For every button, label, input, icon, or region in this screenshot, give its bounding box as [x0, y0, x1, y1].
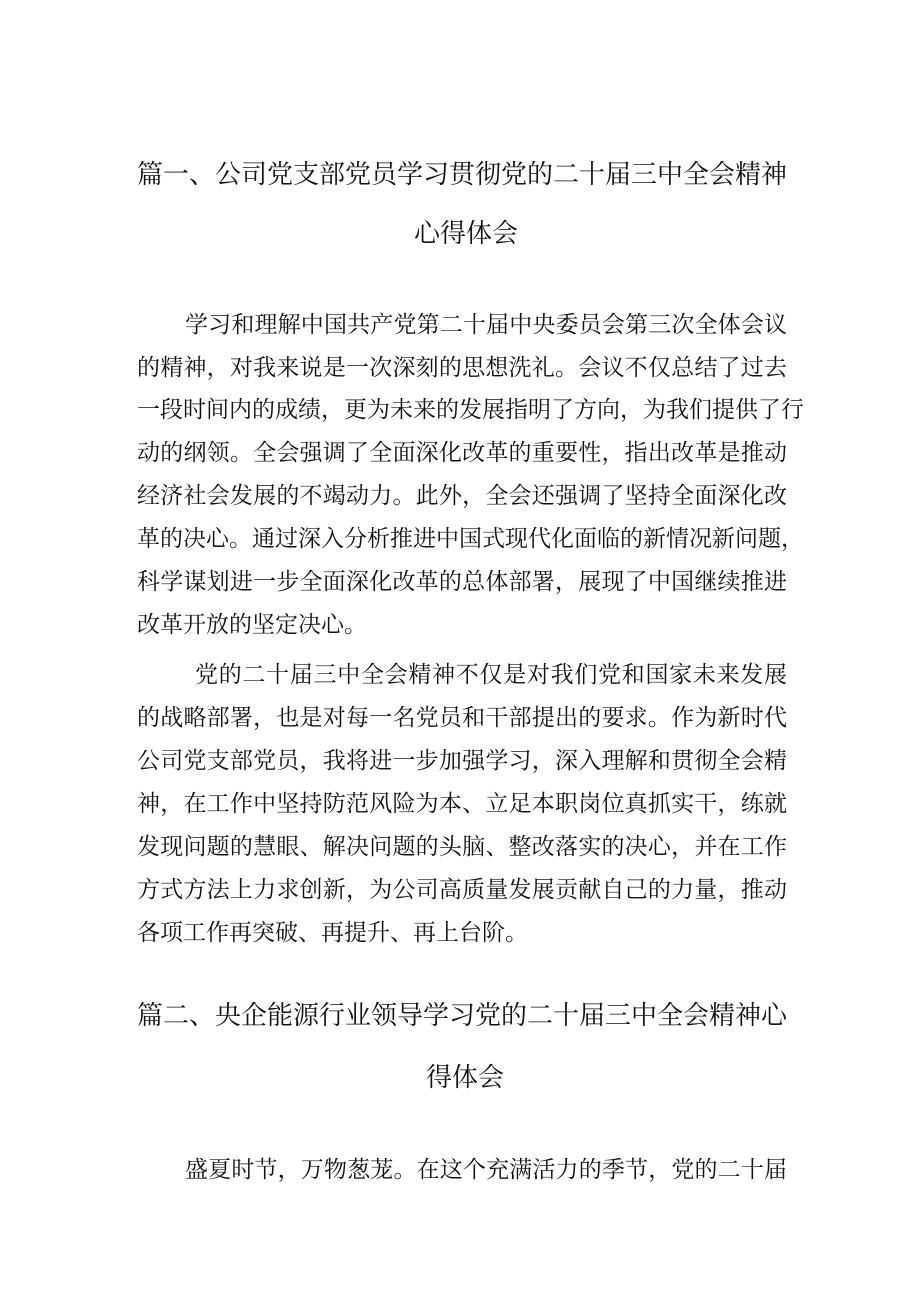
s1-p1-line: 的精神，对我来说是一次深刻的思想洗礼。会议不仅总结了过去 [137, 355, 787, 381]
s1-p1-line: 学习和理解中国共产党第二十届中央委员会第三次全体会议 [185, 312, 787, 338]
s1-p2-line: 发现问题的慧眼、解决问题的头脑、整改落实的决心，并在工作 [137, 834, 787, 860]
s1-p2-line: 党的二十届三中全会精神不仅是对我们党和国家未来发展 [195, 662, 787, 688]
s1-p1-line: 动的纲领。全会强调了全面深化改革的重要性，指出改革是推动 [137, 440, 787, 466]
s1-p1-line: 经济社会发展的不竭动力。此外，全会还强调了坚持全面深化改 [137, 483, 787, 509]
s1-p2-line: 各项工作再突破、再提升、再上台阶。 [137, 920, 528, 946]
s1-p1-line: 一段时间内的成绩，更为未来的发展指明了方向，为我们提供了行 [137, 397, 804, 423]
s1-p1-line: 革的决心。通过深入分析推进中国式现代化面临的新情况新问题， [137, 526, 804, 552]
section1-title-line1: 篇一、公司党支部党员学习贯彻党的二十届三中全会精神 [137, 160, 788, 190]
section1-title-line2: 心得体会 [414, 219, 519, 249]
section2-title-line1: 篇二、央企能源行业领导学习党的二十届三中全会精神心 [137, 1001, 788, 1031]
s1-p2-line: 神，在工作中坚持防范风险为本、立足本职岗位真抓实干，练就 [137, 791, 787, 817]
s1-p2-line: 的战略部署，也是对每一名党员和干部提出的要求。作为新时代 [137, 705, 787, 731]
s1-p2-line: 公司党支部党员，我将进一步加强学习，深入理解和贯彻全会精 [137, 748, 787, 774]
s1-p1-line: 科学谋划进一步全面深化改革的总体部署，展现了中国继续推进 [137, 569, 787, 595]
section2-title-line2: 得体会 [426, 1063, 505, 1093]
s1-p2-line: 方式方法上力求创新，为公司高质量发展贡献自己的力量，推动 [137, 877, 787, 903]
s2-p1-line: 盛夏时节，万物葱茏。在这个充满活力的季节，党的二十届 [185, 1157, 787, 1183]
s1-p1-line: 改革开放的坚定决心。 [137, 612, 367, 638]
